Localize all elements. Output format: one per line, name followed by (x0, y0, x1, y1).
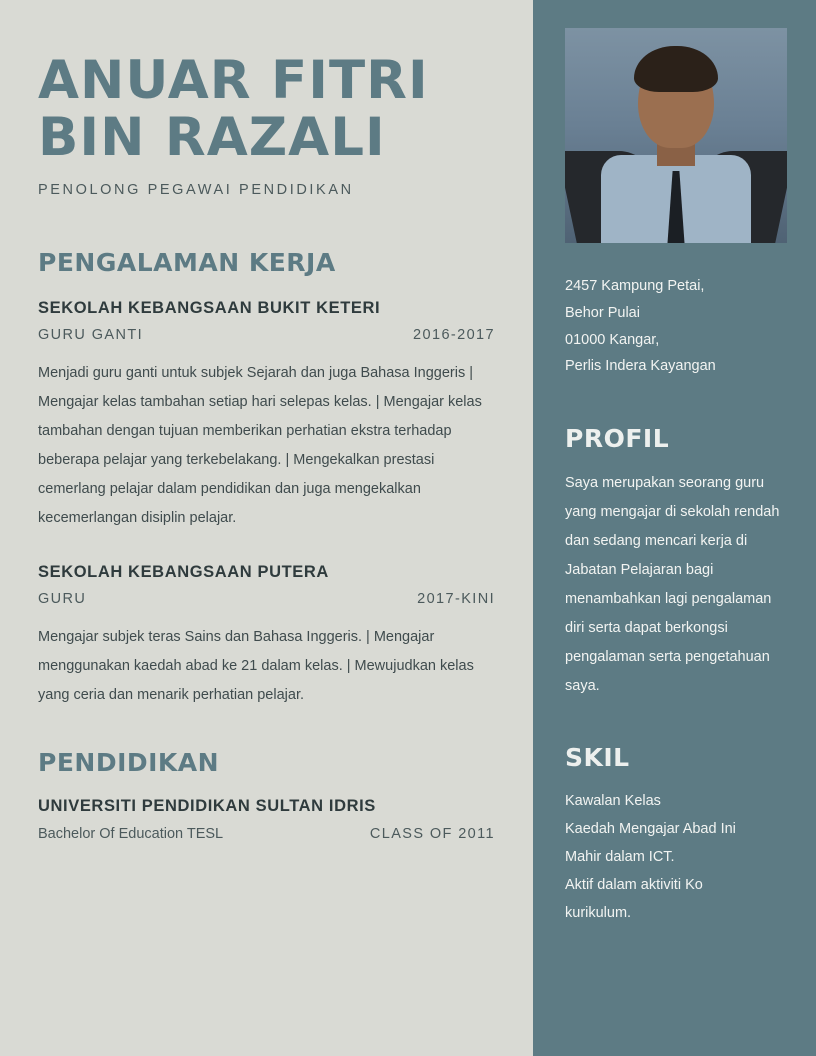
page-title: ANUAR FITRI BIN RAZALI (38, 50, 429, 169)
employer-name: SEKOLAH KEBANGSAAN PUTERA (38, 563, 329, 582)
list-item: kurikulum. (565, 904, 632, 921)
degree-name: Bachelor Of Education TESL (38, 826, 224, 843)
education-heading: PENDIDIKAN (38, 748, 220, 778)
profile-heading: PROFIL (565, 424, 670, 454)
job-dates: 2017-KINI (417, 591, 495, 608)
list-item: Aktif dalam aktiviti Ko (565, 876, 703, 893)
graduation-year: CLASS OF 2011 (369, 826, 495, 843)
address-line-4: Perlis Indera Kayangan (565, 358, 716, 375)
job-description: Mengajar subjek teras Sains dan Bahasa Inggeris. | Mengajar menggunakan kaedah abad ke 21 dalam kelas. | Mewujudkan kelas yang ceria dan menarik perhatian pelajar. (38, 629, 474, 704)
employer-name: SEKOLAH KEBANGSAAN BUKIT KETERI (38, 299, 381, 318)
right-column (533, 0, 816, 1056)
avatar (565, 28, 787, 243)
profile-text: Saya merupakan seorang guru yang mengajar di sekolah rendah dan sedang mencari kerja di Jabatan Pelajaran bagi menambahkan lagi pengalaman diri serta dapat berkongsi pengalaman serta pengetahuan saya. (565, 475, 780, 695)
experience-item (38, 299, 495, 533)
address-line-2: Behor Pulai (565, 304, 640, 321)
degree-year-row (38, 826, 495, 842)
contact-address (565, 273, 790, 380)
list-item: Kaedah Mengajar Abad Ini (565, 821, 736, 838)
experience-heading: PENGALAMAN KERJA (38, 248, 336, 278)
skills-list (565, 788, 790, 927)
role-date-row (38, 591, 495, 607)
hair (634, 46, 718, 92)
job-subtitle: PENOLONG PEGAWAI PENDIDIKAN (38, 182, 354, 199)
list-item: Kawalan Kelas (565, 793, 661, 810)
skills-heading: SKIL (565, 743, 630, 773)
list-item: Mahir dalam ICT. (565, 848, 675, 865)
job-description: Menjadi guru ganti untuk subjek Sejarah dan juga Bahasa Inggeris | Mengajar kelas tambahan setiap hari selepas kelas. | Mengajar kelas tambahan dengan tujuan memberikan perhatian ekstra terhadap beberapa pelajar yang terkebelakang. | Mengekalkan prestasi cemerlang pelajar dalam pendidikan dan juga mengekalkan kecemerlangan disiplin pelajar. (38, 365, 482, 527)
address-line-3: 01000 Kangar, (565, 331, 660, 348)
job-role: GURU (38, 591, 87, 608)
experience-item (38, 563, 495, 710)
role-date-row (38, 327, 495, 343)
education-item (38, 797, 495, 842)
job-role: GURU GANTI (38, 327, 144, 344)
job-dates: 2016-2017 (413, 327, 495, 344)
school-name: UNIVERSITI PENDIDIKAN SULTAN IDRIS (38, 797, 376, 816)
address-line-1: 2457 Kampung Petai, (565, 278, 705, 294)
